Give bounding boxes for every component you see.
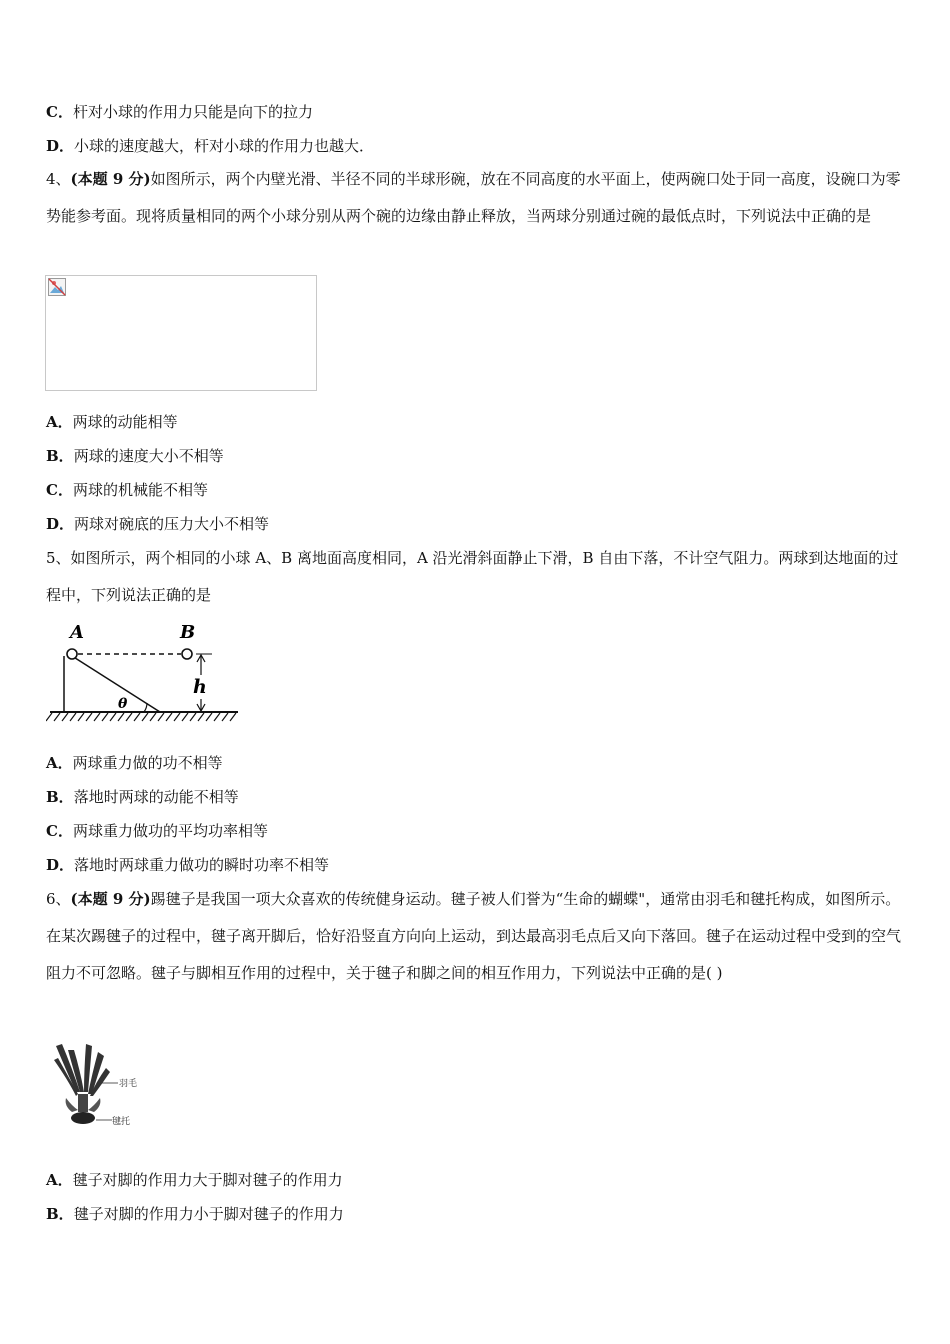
feather-icon	[54, 1044, 110, 1096]
option-text: 两球的速度大小不相等	[73, 447, 224, 465]
question-text: 如图所示，两个相同的小球 A、B 离地面高度相同，A 沿光滑斜面静止下滑，B 自由下落，不计空气阻力。两球到达地面的过程中，下列说法正确的是	[46, 549, 899, 604]
label-feather: 羽毛	[119, 1079, 138, 1089]
option-letter: A．	[46, 754, 73, 772]
question-tag: (本题 9 分)	[70, 170, 151, 188]
q5-option-a	[46, 753, 223, 773]
angle-arc	[144, 703, 147, 712]
option-text: 两球的机械能不相等	[72, 481, 208, 499]
q6-stem	[46, 881, 908, 992]
option-text: 两球对碗底的压力大小不相等	[74, 515, 270, 533]
ball-b	[182, 649, 192, 659]
option-letter: D．	[46, 515, 75, 533]
option-text: 两球的动能相等	[72, 413, 178, 431]
question-number: 4、	[46, 170, 71, 188]
option-letter: B．	[46, 788, 74, 806]
q6-option-a	[46, 1170, 343, 1190]
q5-option-c	[46, 821, 268, 841]
option-letter: B．	[46, 447, 74, 465]
q5-option-b	[46, 787, 239, 807]
shuttlecock-base-icon	[66, 1094, 101, 1124]
q4-option-d	[46, 514, 269, 534]
label-h: h	[193, 676, 207, 698]
option-text: 落地时两球的动能不相等	[73, 788, 239, 806]
q4-option-b	[46, 446, 224, 466]
option-letter: B．	[46, 1205, 74, 1223]
question-text: 如图所示，两个内壁光滑、半径不同的半球形碗，放在不同高度的水平面上，使两碗口处于同一高度，设碗口为零势能参考面。现将质量相同的两个小球分别从两个碗的边缘由静止释放，当两球分别通过碗的最低点时，下列说法中正确的是	[46, 170, 901, 225]
shuttlecock-figure	[46, 1040, 146, 1132]
option-letter: C．	[46, 481, 73, 499]
q5-option-d	[46, 855, 329, 875]
option-text: 毽子对脚的作用力小于脚对毽子的作用力	[73, 1205, 344, 1223]
option-text: 毽子对脚的作用力大于脚对毽子的作用力	[72, 1171, 343, 1189]
label-base: 毽托	[112, 1117, 131, 1127]
q4-option-a	[46, 412, 178, 432]
option-letter: D．	[46, 856, 75, 874]
q4-stem	[46, 161, 908, 235]
option-text: 小球的速度越大，杆对小球的作用力也越大．	[74, 137, 375, 155]
label-b: B	[180, 622, 196, 643]
option-text: 两球重力做功的平均功率相等	[72, 822, 268, 840]
option-letter: D．	[46, 137, 75, 155]
option-text: 杆对小球的作用力只能是向下的拉力	[72, 103, 313, 121]
ball-a	[67, 649, 77, 659]
question-number: 5、	[46, 549, 71, 567]
option-letter: A．	[46, 413, 73, 431]
option-text: 两球重力做的功不相等	[72, 754, 223, 772]
option-letter: C．	[46, 822, 73, 840]
question-text: 踢毽子是我国一项大众喜欢的传统健身运动。毽子被人们誉为“生命的蝴蝶"，通常由羽毛和毽托构成，如图所示。在某次踢毽子的过程中，毽子离开脚后，恰好沿竖直方向向上运动，到达最高羽毛点后又向下落回。毽子在运动过程中受到的空气阻力不可忽略。毽子与脚相互作用的过程中，关于毽子和脚之间的相互作用力，下列说法中正确的是( )	[46, 890, 902, 982]
option-letter: A．	[46, 1171, 73, 1189]
broken-image-placeholder	[45, 275, 317, 391]
broken-image-icon	[48, 278, 66, 296]
q3-option-c	[46, 102, 313, 122]
label-a: A	[70, 622, 84, 643]
label-theta: θ	[118, 696, 128, 712]
question-number: 6、	[46, 890, 71, 908]
incline-figure	[46, 620, 242, 724]
option-text: 落地时两球重力做功的瞬时功率不相等	[74, 856, 330, 874]
question-tag: (本题 9 分)	[70, 890, 151, 908]
q4-option-c	[46, 480, 208, 500]
ground-hatching	[46, 713, 236, 721]
option-letter: C．	[46, 103, 73, 121]
q3-option-d	[46, 136, 374, 156]
q5-stem	[46, 540, 908, 614]
q6-option-b	[46, 1204, 344, 1224]
